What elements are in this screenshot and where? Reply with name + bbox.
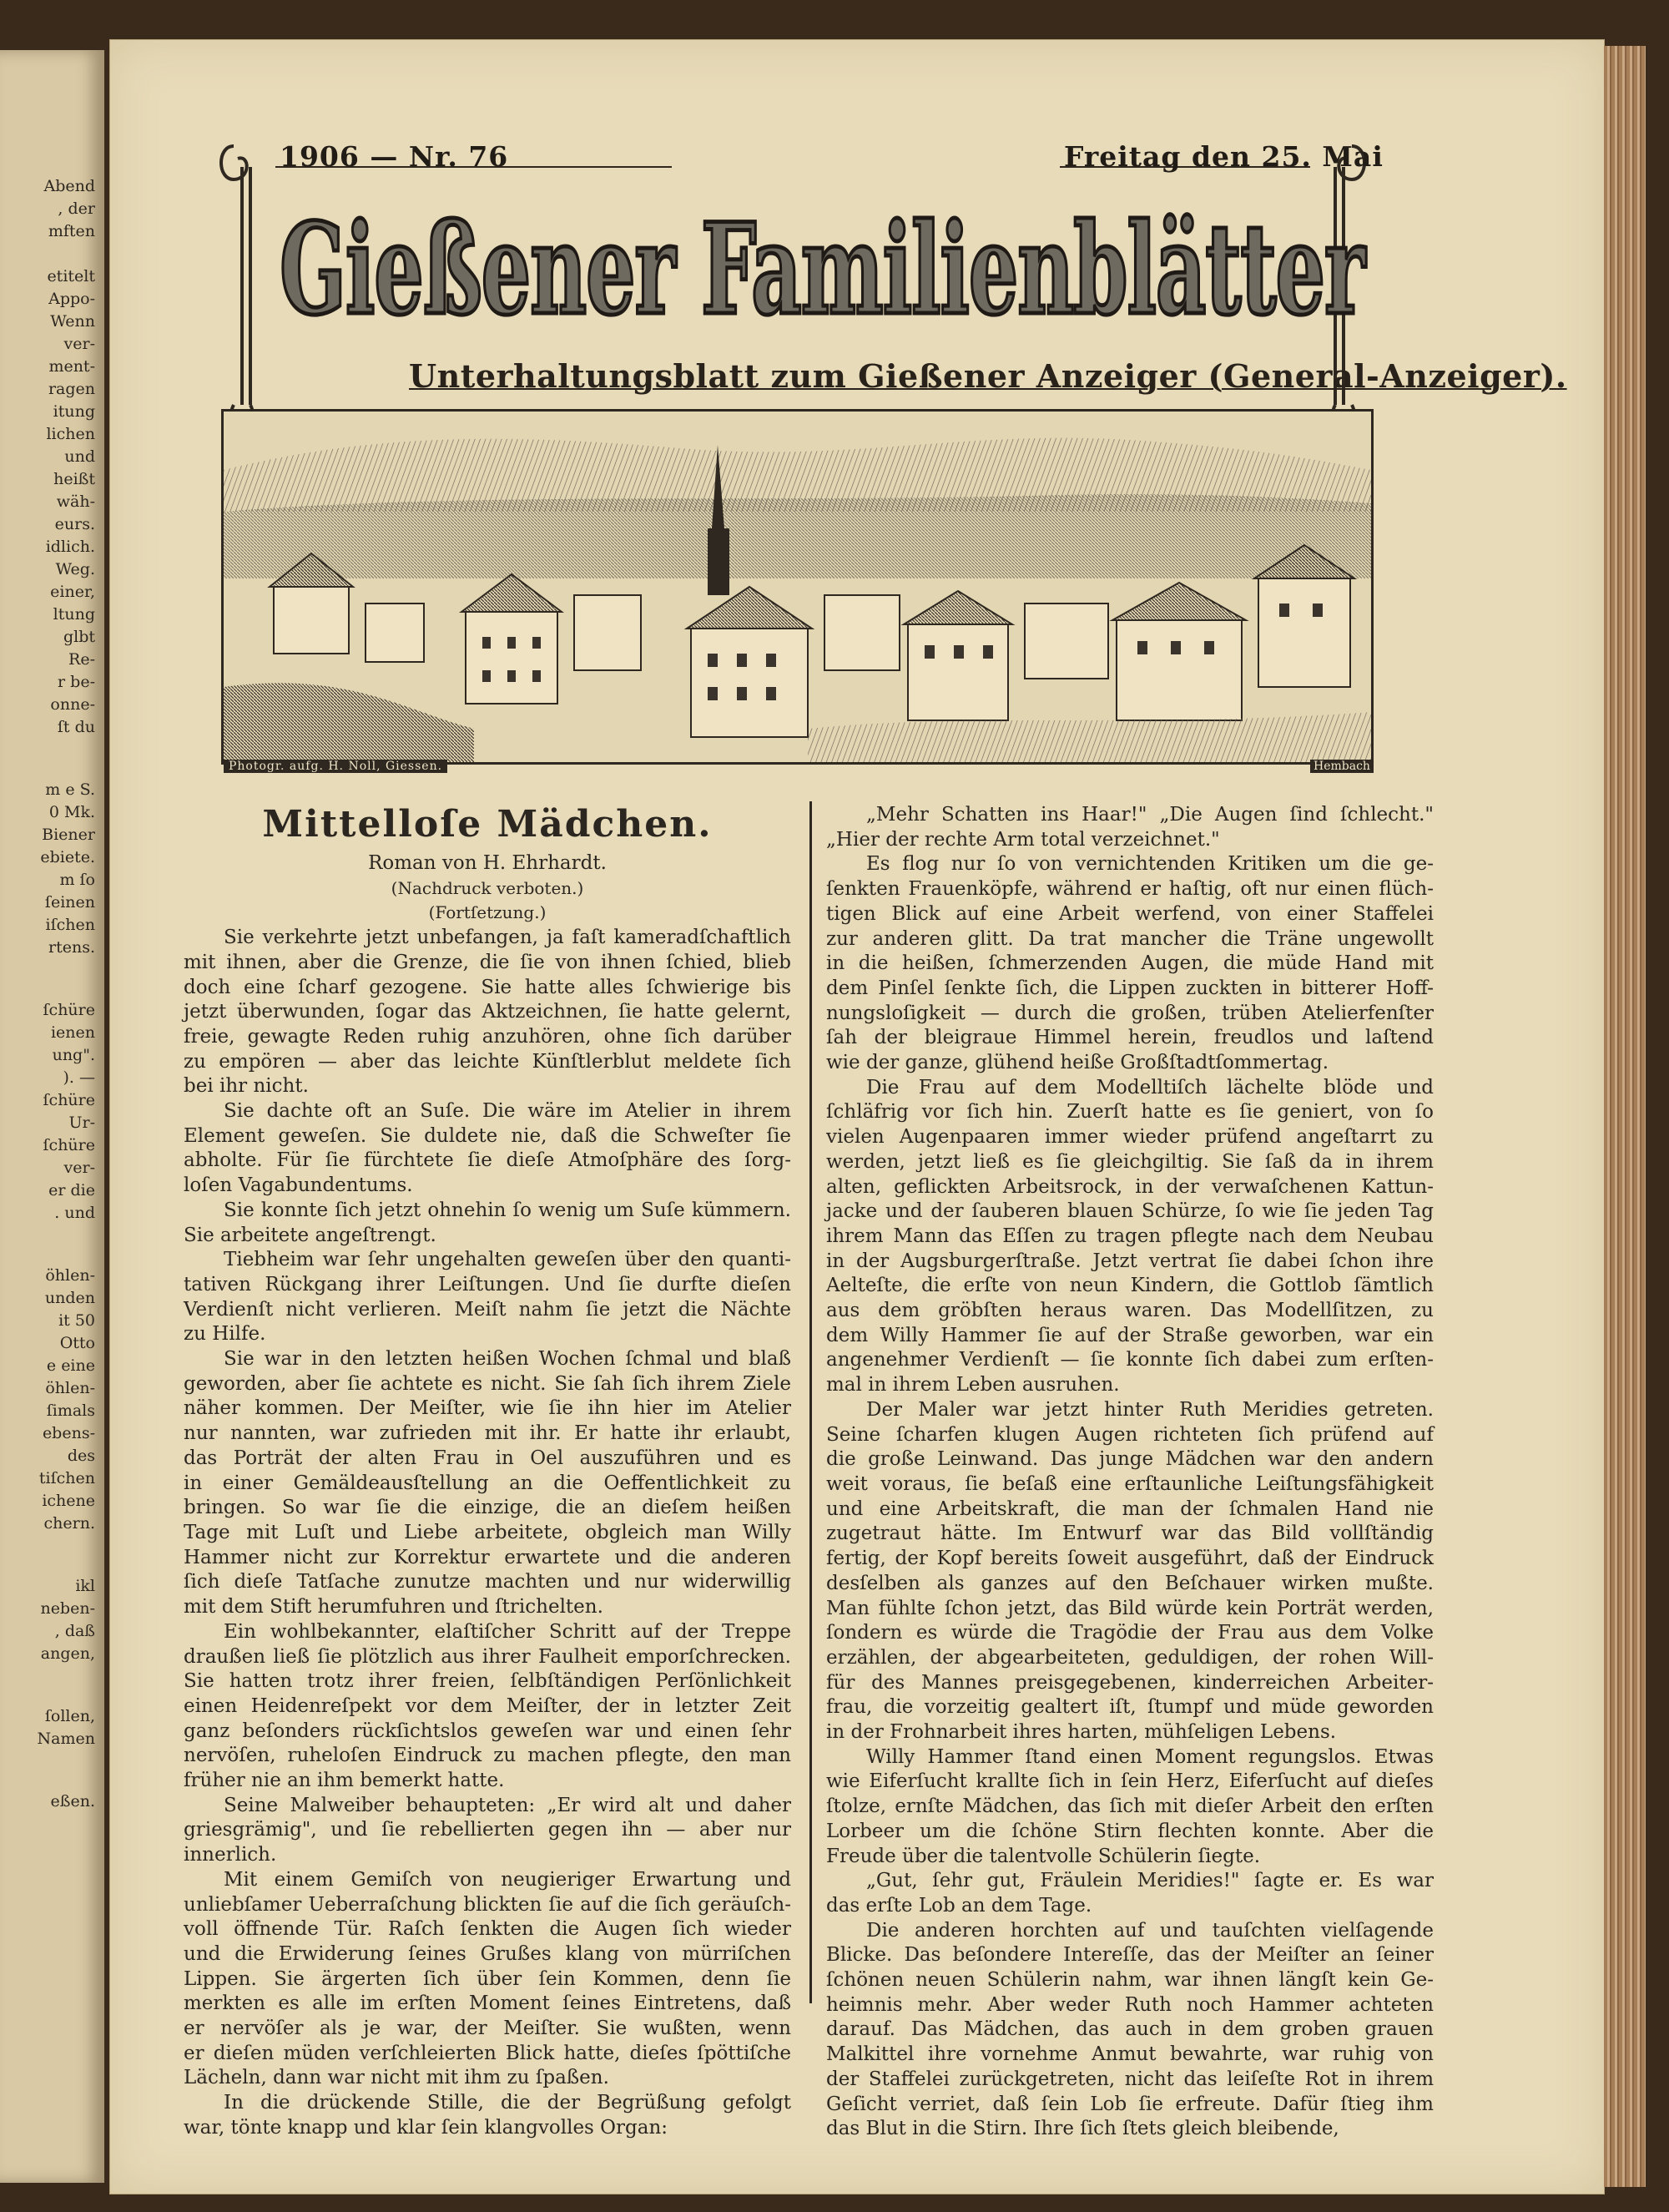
text-line: für des Mannes preisgegebenen, kinderreichen Arbeiter- bbox=[826, 1671, 1434, 1694]
text-line: „Gut, ſehr gut, Fräulein Meridies!" ſagte er. Es war bbox=[866, 1870, 1434, 1892]
previous-page-fragment: wäh- bbox=[56, 492, 95, 511]
text-line: der Staffelei zurückgetreten, nicht das leiſeſte Rot in ihrem bbox=[826, 2068, 1434, 2090]
text-line: frau, die vorzeitig gealtert iſt, ſtumpf und müde geworden bbox=[826, 1696, 1434, 1719]
text-line: früher nie an ihm bemerkt hatte. bbox=[184, 1770, 505, 1792]
text-line: voll öffnende Tür. Raſch ſenkten die Augen ſich wieder bbox=[184, 1918, 791, 1941]
text-line: ſich dieſe Tatſache zunutze machten und nur widerwillig bbox=[184, 1571, 791, 1593]
previous-page-fragment: Otto bbox=[59, 1334, 95, 1352]
previous-page-fragment: Ur- bbox=[68, 1114, 95, 1132]
previous-page-fragment: ung". bbox=[52, 1046, 95, 1064]
text-line: Geſicht verriet, daß ſein Lob ſie erfreute. Dafür ſtieg ihm bbox=[826, 2093, 1434, 2115]
text-line: erzählen, der abgearbeiteten, geduldigen, der rohen Will- bbox=[826, 1646, 1434, 1669]
text-line: nungsloſigkeit — durch die großen, trüben Atelierfenſter bbox=[826, 1002, 1434, 1024]
previous-page-fragment: ebiete. bbox=[40, 848, 95, 866]
text-line: einen Heidenreſpekt vor dem Meiſter, der in letzter Zeit bbox=[184, 1694, 791, 1717]
previous-page-fragment: glbt bbox=[63, 628, 95, 646]
previous-page-fragment: einer, bbox=[50, 583, 95, 601]
text-line: tativen Rückgang ihrer Leiſtungen. Und ſie durfte dieſen bbox=[184, 1273, 791, 1295]
article-paragraph bbox=[184, 1099, 791, 1199]
text-line: draußen ließ ſie plötzlich aus ihrer Faulheit emporſchrecken. bbox=[184, 1645, 791, 1668]
previous-page-fragment: m ſo bbox=[59, 871, 95, 889]
text-line: Aelteſte, die erſte von neun Kindern, die Gottlob ſämtlich bbox=[826, 1275, 1434, 1297]
text-line: ſchönen neuen Schülerin nahm, war ihnen längſt kein Ge- bbox=[826, 1969, 1434, 1992]
text-line: mit dem Stift herumfuhren und ſtrichelten. bbox=[184, 1596, 603, 1619]
previous-page-fragment: Namen bbox=[37, 1730, 95, 1748]
previous-page-fragment: ver- bbox=[63, 335, 95, 353]
previous-page-fragment: e eine bbox=[46, 1356, 95, 1375]
previous-page-fragment: ſimals bbox=[46, 1401, 95, 1420]
text-line: nur nannten, war zufrieden mit ihr. Er hatte ihr erlaubt, bbox=[184, 1422, 791, 1445]
previous-page-fragment: ſchüre bbox=[43, 1001, 95, 1019]
text-line: Der Maler war jetzt hinter Ruth Meridies getreten. bbox=[866, 1398, 1434, 1421]
previous-page-fragment: Appo- bbox=[48, 290, 95, 308]
previous-page-fragment: öhlen- bbox=[45, 1266, 95, 1285]
previous-page-fragment: eßen. bbox=[50, 1792, 95, 1811]
previous-page-fragment: ltung bbox=[53, 605, 95, 624]
previous-page-fragment: öhlen- bbox=[45, 1379, 95, 1397]
article-paragraph bbox=[826, 1398, 1434, 1745]
text-line: dem Pinſel ſenkte ſich, die Lippen zuckten in bitterer Hoff- bbox=[826, 977, 1434, 999]
text-line: abholte. Für ſie fürchtete ſie dieſe Atmoſphäre des ſorg- bbox=[184, 1149, 791, 1172]
text-line: dem Willy Hammer ſie auf der Straße geworben, war ein bbox=[826, 1324, 1434, 1346]
previous-page-fragment: und bbox=[64, 447, 95, 466]
previous-page-fragment bbox=[3, 243, 95, 265]
text-line: mal in ihrem Leben ausruhen. bbox=[826, 1374, 1120, 1396]
article-paragraph bbox=[826, 1745, 1434, 1870]
previous-page-fragment: ſollen, bbox=[44, 1707, 95, 1725]
text-line: das Porträt der alten Frau in Oel auszuführen und es bbox=[184, 1447, 791, 1469]
text-line: unliebſamer Ueberraſchung blickten ſie auf die ſich geräuſch- bbox=[184, 1893, 791, 1916]
fragment-gap bbox=[3, 1750, 95, 1790]
text-line: Man fühlte ſchon jetzt, das Bild würde kein Porträt werden, bbox=[826, 1597, 1434, 1619]
text-line: Lächeln, dann war nicht mit ihm zu ſpaßen. bbox=[184, 2067, 609, 2089]
text-line: und eine Arbeitskraft, die man der ſchmalen Hand nie bbox=[826, 1497, 1434, 1520]
text-line: er nervöſer als je war, der Meiſter. Sie wußten, wenn bbox=[184, 2018, 791, 2040]
text-line: Tiebheim war ſehr ungehalten geweſen über den quanti- bbox=[224, 1249, 791, 1271]
town-panorama-engraving bbox=[221, 409, 1374, 765]
article-paragraph bbox=[826, 1869, 1434, 1918]
previous-page-fragment: m e S. bbox=[45, 780, 95, 799]
previous-page-fragment: neben- bbox=[40, 1599, 95, 1618]
fragment-gap bbox=[3, 739, 95, 779]
previous-page-fragment: mften bbox=[48, 222, 95, 240]
previous-page-fragment: chern. bbox=[43, 1514, 95, 1533]
text-line: loſen Vagabundentums. bbox=[184, 1174, 413, 1197]
text-line: war, tönte knapp und klar ſein klangvolles Organ: bbox=[184, 2116, 668, 2139]
fragment-gap bbox=[3, 1665, 95, 1705]
article-left-column bbox=[184, 801, 791, 2141]
text-line: alten, geflickten Arbeitsrock, in der verwaſchenen Kattun- bbox=[826, 1175, 1434, 1198]
text-line: innerlich. bbox=[184, 1844, 277, 1866]
column-rule bbox=[809, 801, 812, 2003]
text-line: in einer Gemäldeausſtellung an die Oeffentlichkeit zu bbox=[184, 1472, 791, 1494]
text-line: wie der ganze, glühend heiße Großſtadtſommertag. bbox=[826, 1052, 1329, 1074]
article-paragraph bbox=[184, 1199, 791, 1248]
text-line: näher kommen. Der Meiſter, wie ſie ihn hier im Atelier bbox=[184, 1397, 791, 1420]
previous-page-fragment: angen, bbox=[40, 1644, 95, 1663]
masthead-title-text: Gießener Familienblätter bbox=[280, 196, 1367, 343]
previous-page-fragment: ſeinen bbox=[44, 893, 95, 912]
text-line: weit voraus, ſie beſaß eine erſtaunliche Leiſtungsfähigkeit bbox=[826, 1472, 1434, 1495]
article-paragraph bbox=[826, 1919, 1434, 2142]
text-line: ſchläfrig vor ſich hin. Zuerſt hatte es ſie geniert, von ſo bbox=[826, 1101, 1434, 1124]
text-line: ſah der bleigraue Himmel herein, freudlos und laſtend bbox=[826, 1027, 1434, 1049]
page-stack-edge bbox=[1604, 46, 1646, 2187]
text-line: wie Eiferſucht krallte ſich in ſein Herz, Eiferſucht auf dieſes bbox=[826, 1770, 1434, 1793]
previous-page-fragment: ienen bbox=[50, 1023, 95, 1042]
article-paragraph bbox=[184, 1248, 791, 1347]
previous-page-fragment: 0 Mk. bbox=[48, 803, 95, 821]
text-line: Sie arbeitete angeſtrengt. bbox=[184, 1224, 436, 1246]
text-line: nervöſen, ruheloſen Eindruck zu machen pflegte, den man bbox=[184, 1745, 791, 1767]
text-line: und die Erwiderung ſeines Grußes klang von mürriſchen bbox=[184, 1942, 791, 1965]
previous-page-fragment: ragen bbox=[48, 380, 95, 398]
text-line: In die drückende Stille, die der Begrüßung gefolgt bbox=[224, 2092, 791, 2114]
text-line: Lorbeer um die ſchöne Stirn flechten konnte. Aber die bbox=[826, 1820, 1434, 1842]
text-line: zu empören — aber das leichte Künſtlerblut meldete ſich bbox=[184, 1050, 791, 1073]
previous-page-fragment: Wenn bbox=[50, 312, 95, 331]
previous-page-fragment: unden bbox=[44, 1289, 95, 1307]
text-line: Sie war in den letzten heißen Wochen ſchmal und blaß bbox=[224, 1348, 791, 1371]
previous-page-fragment: eurs. bbox=[54, 515, 95, 533]
text-line: ſenkten Frauenköpfe, während er haſtig, oft nur einen flüch- bbox=[826, 878, 1434, 901]
text-line: freie, gewagte Reden ruhig anzuhören, ohne ſich darüber bbox=[184, 1025, 791, 1048]
previous-page-fragment: ichene bbox=[42, 1492, 95, 1510]
previous-page-fragment: itung bbox=[53, 402, 95, 421]
text-line: merkten es alle im erſten Moment ſeines Eintretens, daß bbox=[184, 1992, 791, 2015]
text-line: Willy Hammer ſtand einen Moment regungslos. Etwas bbox=[866, 1745, 1434, 1768]
previous-page-fragment: heißt bbox=[53, 470, 95, 488]
text-line: ganz beſonders rückſichtslos geweſen war und einen ſehr bbox=[184, 1720, 791, 1742]
masthead-title bbox=[267, 163, 1377, 371]
text-line: aus dem gröbſten heraus waren. Das Modellſitzen, zu bbox=[826, 1300, 1434, 1322]
text-line: Seine ſcharfen klugen Augen richteten ſich prüfend auf bbox=[826, 1423, 1434, 1446]
text-line: Blicke. Das beſondere Intereſſe, das der Meiſter an ſeiner bbox=[826, 1944, 1434, 1967]
article-paragraph bbox=[184, 1347, 791, 1620]
text-line: „Mehr Schatten ins Haar!" „Die Augen ſind ſchlecht." bbox=[866, 804, 1434, 826]
text-line: zu Hilfe. bbox=[184, 1323, 266, 1346]
previous-page-fragment: Re- bbox=[68, 650, 95, 669]
previous-page-fragment: idlich. bbox=[45, 538, 95, 556]
article-right-column bbox=[826, 803, 1434, 2142]
previous-page-fragment: Biener bbox=[42, 826, 95, 844]
previous-page-fragment: ſt du bbox=[57, 718, 95, 736]
fragment-gap bbox=[3, 1225, 95, 1265]
text-line: fertig, der Kopf bereits ſoweit ausgeführt, daß der Eindruck bbox=[826, 1548, 1434, 1570]
text-line: „Hier der rechte Arm total verzeichnet." bbox=[826, 828, 1220, 851]
issue-date: Freitag den 25. Mai bbox=[1064, 140, 1384, 173]
previous-page-fragment: , daß bbox=[54, 1622, 95, 1640]
text-line: die große Leinwand. Das junge Mädchen war den andern bbox=[826, 1448, 1434, 1471]
article-paragraph bbox=[184, 926, 791, 1099]
text-line: in der Augsburgerſtraße. Jetzt vertrat ſie dabei ſchon ihre bbox=[826, 1250, 1434, 1272]
text-line: Die anderen horchten auf und tauſchten vielſagende bbox=[866, 1919, 1434, 1942]
previous-page-fragment: r be- bbox=[58, 673, 95, 691]
text-line: mit ihnen, aber die Grenze, die ſie von ihnen ſchied, blieb bbox=[184, 951, 791, 973]
text-line: er dieſen müden verſchleierten Blick hatte, dieſes ſpöttiſche bbox=[184, 2042, 791, 2064]
text-line: Es flog nur ſo von vernichtenden Kritiken um die ge- bbox=[866, 853, 1434, 876]
text-line: Die Frau auf dem Modelltiſch lächelte blöde und bbox=[866, 1076, 1434, 1098]
text-line: Hammer nicht zur Korrektur erwartete und die anderen bbox=[184, 1546, 791, 1568]
text-line: Sie dachte oft an Suſe. Die wäre im Atelier in ihrem bbox=[224, 1100, 791, 1123]
previous-page-fragment: onne- bbox=[50, 695, 95, 714]
previous-page-fragment: etitelt bbox=[47, 267, 95, 285]
previous-page-fragment: ment- bbox=[48, 357, 95, 376]
text-line: Sie konnte ſich jetzt ohnehin ſo wenig um Suſe kümmern. bbox=[224, 1199, 791, 1221]
photo-credit: Photogr. aufg. H. Noll, Giessen. bbox=[224, 760, 447, 773]
article-paragraph bbox=[184, 1868, 791, 2091]
text-line: Verdienſt nicht verlieren. Meiſt nahm ſie jetzt die Nächte bbox=[184, 1298, 791, 1321]
text-line: bei ihr nicht. bbox=[184, 1075, 309, 1098]
text-line: Seine Malweiber behaupteten: „Er wird alt und daher bbox=[224, 1794, 791, 1816]
fragment-gap bbox=[3, 959, 95, 999]
text-line: ſtolze, ernſte Mädchen, das ſich mit dieſer Arbeit den erſten bbox=[826, 1795, 1434, 1818]
text-line: werden, jetzt ließ es ſie gleichgiltig. Sie ſaß da in ihrem bbox=[826, 1150, 1434, 1173]
text-line: das erſte Lob an dem Tage. bbox=[826, 1894, 1092, 1917]
previous-page-fragment: , der bbox=[58, 199, 95, 218]
issue-number: 1906 — Nr. 76 bbox=[280, 140, 509, 173]
article-title: Mittelloſe Mädchen. bbox=[262, 803, 713, 846]
article-paragraph bbox=[826, 803, 1434, 852]
right-column-body bbox=[826, 803, 1434, 2142]
previous-page-fragment: ſchüre bbox=[43, 1136, 95, 1154]
text-line: Freude über die talentvolle Schülerin ſiegte. bbox=[826, 1845, 1261, 1867]
previous-page-fragments bbox=[3, 175, 95, 1813]
text-line: Sie verkehrte jetzt unbefangen, ja faſt kameradſchaftlich bbox=[224, 927, 791, 949]
previous-page-fragment: ver- bbox=[63, 1159, 95, 1177]
text-line: zur anderen glitt. Da trat mancher die Träne ungewollt bbox=[826, 927, 1434, 950]
previous-page-fragment: . und bbox=[54, 1204, 95, 1222]
article-paragraph bbox=[184, 1794, 791, 1868]
previous-page-fragment: rtens. bbox=[48, 938, 95, 957]
text-line: Tage mit Luſt und Liebe arbeitete, obgleich man Willy bbox=[184, 1521, 791, 1543]
article-paragraph bbox=[826, 1076, 1434, 1398]
text-line: darauf. Das Mädchen, das auch in dem groben grauen bbox=[826, 2018, 1434, 2041]
text-line: Ein wohlbekannter, elaſtiſcher Schritt auf der Treppe bbox=[224, 1620, 791, 1643]
previous-page-edge bbox=[0, 50, 104, 2183]
text-line: Element geweſen. Sie duldete nie, daß die Schweſter ſie bbox=[184, 1124, 791, 1147]
previous-page-fragment: ebens- bbox=[42, 1424, 95, 1442]
fragment-gap bbox=[3, 1535, 95, 1575]
text-line: griesgrämig", und ſie rebellierten gegen ihn — aber nur bbox=[184, 1819, 791, 1841]
text-line: in der Frohnarbeit ihres harten, mühſeligen Lebens. bbox=[826, 1721, 1337, 1744]
previous-page-fragment: des bbox=[67, 1447, 95, 1465]
text-line: geworden, aber ſie achtete es nicht. Sie ſah ſich ihrem Ziele bbox=[184, 1372, 791, 1395]
text-line: in die heißen, ſchmerzenden Augen, die müde Hand mit bbox=[826, 952, 1434, 975]
previous-page-fragment: tiſchen bbox=[38, 1469, 95, 1487]
previous-page-fragment: it 50 bbox=[58, 1311, 95, 1330]
previous-page-fragment: ikl bbox=[75, 1577, 95, 1595]
text-line: zugetraut hätte. Im Entwurf war das Bild vollſtändig bbox=[826, 1523, 1434, 1545]
masthead-subtitle: Unterhaltungsblatt zum Gießener Anzeiger (General-Anzeiger). bbox=[409, 357, 1567, 395]
text-line: das Blut in die Stirn. Ihre ſich ſtets gleich bleibende, bbox=[826, 2118, 1339, 2140]
previous-page-fragment: Weg. bbox=[55, 560, 95, 578]
text-line: ihrem Mann das Eſſen zu tragen pflegte nach dem Neubau bbox=[826, 1225, 1434, 1247]
text-line: desſelben als ganzes auf den Beſchauer wirken mußte. bbox=[826, 1572, 1434, 1594]
text-line: Mit einem Gemiſch von neugieriger Erwartung und bbox=[224, 1868, 791, 1891]
text-line: angenehmer Verdienſt — ſie konnte ſich dabei zum erſten- bbox=[826, 1349, 1434, 1371]
text-line: doch eine ſcharf gezogene. Sie hatte alles ſchwierige bis bbox=[184, 976, 791, 998]
article-paragraph bbox=[184, 1620, 791, 1794]
left-column-body bbox=[184, 926, 791, 2140]
text-line: Sie hatten trotz ihrer freien, ſelbſtändigen Perſönlichkeit bbox=[184, 1670, 791, 1693]
previous-page-fragment: lichen bbox=[46, 425, 95, 443]
text-line: ſondern es würde die Tragödie der Frau aus dem Volke bbox=[826, 1622, 1434, 1644]
text-line: Lippen. Sie ärgerten ſich über ſein Kommen, denn ſie bbox=[184, 1967, 791, 1990]
article-paragraph bbox=[184, 2091, 791, 2140]
previous-page-fragment: er die bbox=[48, 1181, 95, 1199]
text-line: bringen. So war ſie die einzige, die an dieſem heißen bbox=[184, 1497, 791, 1519]
text-line: tigen Blick auf eine Arbeit werfend, von einer Staffelei bbox=[826, 902, 1434, 925]
previous-page-fragment: iſchen bbox=[45, 916, 95, 934]
text-line: jetzt überwunden, ſogar das Aktzeichnen, ſie hatte gelernt, bbox=[184, 1001, 791, 1023]
reprint-note: (Nachdruck verboten.) bbox=[391, 877, 584, 898]
previous-page-fragment: Abend bbox=[43, 177, 95, 195]
text-line: Malkittel ihre vornehme Anmut bewahrte, war ruhig von bbox=[826, 2043, 1434, 2066]
previous-page-fragment: ). — bbox=[63, 1068, 95, 1087]
text-line: jacke und der ſauberen blauen Schürze, ſo wie ſie jeden Tag bbox=[826, 1200, 1434, 1223]
article-paragraph bbox=[826, 852, 1434, 1075]
engraver-signature: Hembach bbox=[1310, 760, 1374, 773]
text-line: heimnis mehr. Aber weder Ruth noch Hammer achteten bbox=[826, 1993, 1434, 2016]
article-byline: Roman von H. Ehrhardt. bbox=[368, 852, 607, 874]
previous-page-fragment: ſchüre bbox=[43, 1091, 95, 1109]
continuation-note: (Fortſetzung.) bbox=[428, 902, 547, 923]
text-line: vielen Augenpaaren immer wieder prüfend angeſtarrt zu bbox=[826, 1126, 1434, 1149]
